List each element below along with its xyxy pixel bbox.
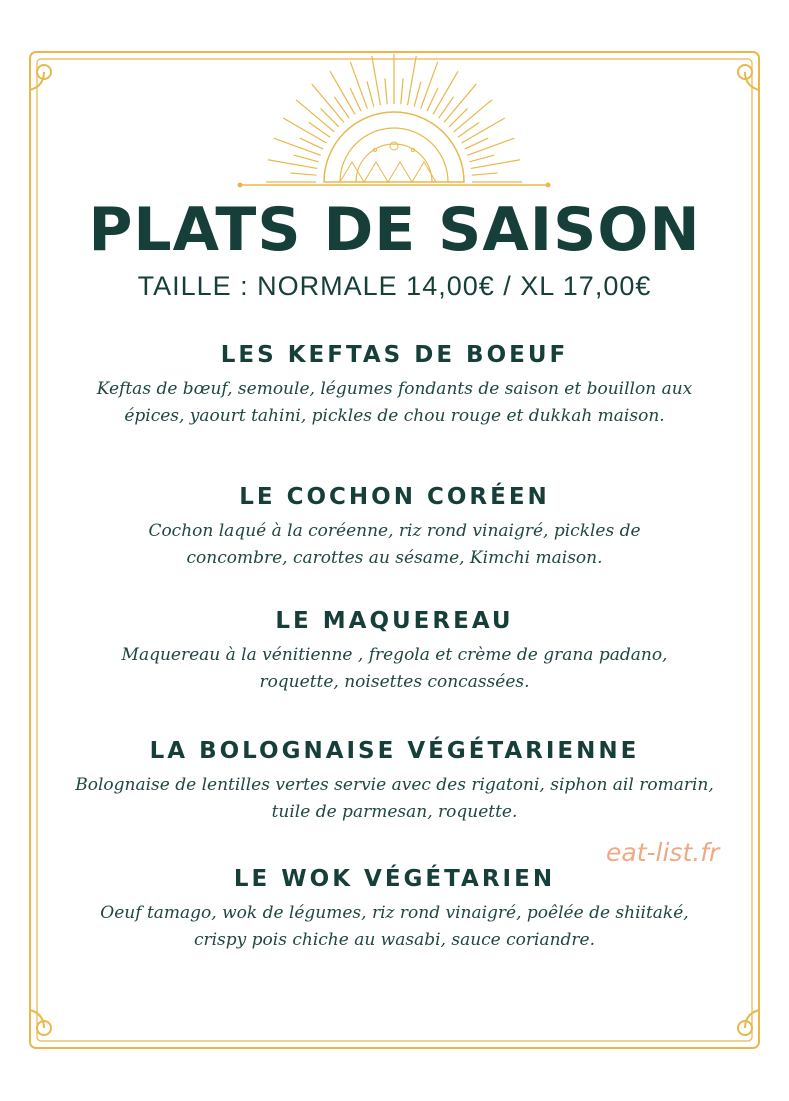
sun-ray [372,56,381,105]
dish-cochon [50,480,739,572]
sun-ray [421,62,438,109]
sun-ray [472,173,498,175]
dish-bolognaise [50,734,739,826]
sun-ray [294,155,319,162]
sun-ray [414,82,421,107]
dish-description: Cochon laqué à la coréenne, riz rond vinaigré, pickles de concombre, carottes au sésame, Kimchi maison. [148,521,641,568]
sun-ray [367,82,374,107]
dish-name: LES KEFTAS DE BOEUF [220,342,569,368]
dish-description: Maquereau à la vénitienne , fregola et crème de grana padano, roquette, noisettes concassées. [121,645,668,692]
dish-name: LE WOK VÉGÉTARIEN [233,866,556,892]
sun-ray [467,138,514,155]
sun-ray [401,78,403,104]
sun-ray [320,108,338,126]
watermark-text: eat-list.fr [606,838,720,867]
sun-ray [471,160,520,169]
sun-ray [469,155,494,162]
sun-ray [350,62,367,109]
size-pricing: TAILLE : NORMALE 14,00€ / XL 17,00€ [137,271,652,301]
sun-ray [274,138,321,155]
sun-ray [408,56,417,105]
dish-wok [50,862,739,954]
sun-ray [268,160,317,169]
sun-ray [449,108,467,126]
dish-name: LE COCHON CORÉEN [239,484,550,510]
sun-ray [385,78,387,104]
dish-name: LE MAQUEREAU [275,608,514,634]
sunburst-ornament [0,0,789,200]
dish-keftas [50,338,739,430]
dish-maquereau [50,604,739,696]
dish-description: Keftas de bœuf, semoule, légumes fondants de saison et bouillon aux épices, yaourt tahini, pickles de chou rouge et dukkah maison. [96,379,693,426]
sun-ray [290,173,316,175]
dish-description: Bolognaise de lentilles vertes servie avec des rigatoni, siphon ail romarin, tuile de parmesan, roquette. [75,775,714,822]
dish-description: Oeuf tamago, wok de légumes, riz rond vinaigré, poêlée de shiitaké, crispy pois chiche au wasabi, sauce coriandre. [100,903,689,950]
dish-name: LA BOLOGNAISE VÉGÉTARIENNE [149,738,640,764]
menu-title: PLATS DE SAISON [88,195,701,265]
